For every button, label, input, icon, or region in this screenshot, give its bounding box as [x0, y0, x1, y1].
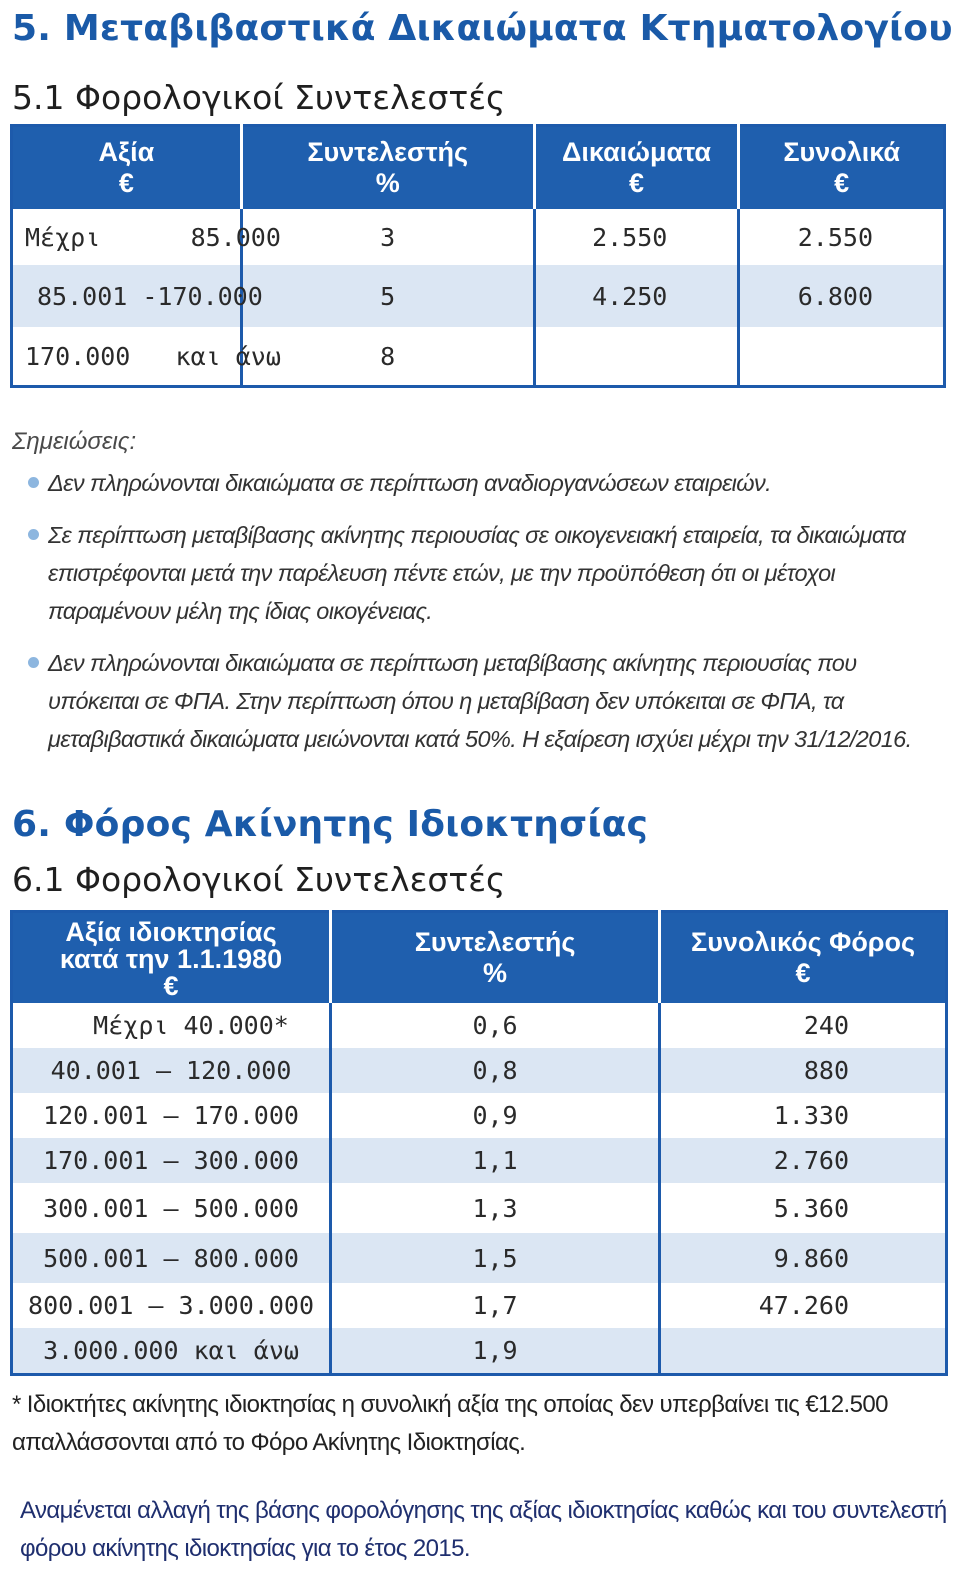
- header-value: Αξία €: [12, 126, 242, 210]
- cell-rate: 1,9: [331, 1328, 660, 1375]
- cell-rate: 1,1: [331, 1138, 660, 1183]
- table-row: [12, 327, 945, 387]
- cell-fees: 2.550: [534, 209, 739, 265]
- table-row: [12, 1283, 947, 1328]
- header-property-value: Αξία ιδιοκτησίας κατά την 1.1.1980 €: [12, 912, 331, 1004]
- notes-list: [28, 464, 948, 772]
- note-text: Σε περίπτωση μεταβίβασης ακίνητης περιουσίας σε οικογενειακή εταιρεία, τα δικαιώματα επιστρέφονται μετά την παρέλευση πέντε ετών, με την προϋπόθεση ότι οι μέτοχοι παραμένουν μέλη της ίδιας οικογένειας.: [48, 522, 906, 624]
- table-header-row: [12, 126, 945, 210]
- cell-total-tax: 47.260: [660, 1283, 947, 1328]
- cell-rate: 1,7: [331, 1283, 660, 1328]
- table-header-row: [12, 912, 947, 1004]
- note-text: Δεν πληρώνονται δικαιώματα σε περίπτωση μεταβίβασης ακίνητης περιουσίας που υπόκειται σε ΦΠΑ. Στην περίπτωση όπου η μεταβίβαση δεν υπόκειται σε ΦΠΑ, τα μεταβιβαστικά δικαιώματα μειώνονται κατά 50%. Η εξαίρεση ισχύει μέχρι την 31/12/2016.: [48, 650, 912, 752]
- note-text: Δεν πληρώνονται δικαιώματα σε περίπτωση αναδιοργανώσεων εταιρειών.: [48, 470, 772, 496]
- header-rate: Συντελεστής %: [241, 126, 534, 210]
- cell-rate: 1,3: [331, 1183, 660, 1233]
- note-item: [28, 464, 948, 502]
- cell-property-value: 500.001 – 800.000: [12, 1233, 331, 1283]
- cell-property-value: Μέχρι 40.000*: [93, 1011, 289, 1040]
- section6-subtitle: 6.1 Φορολογικοί Συντελεστές: [12, 860, 506, 899]
- table-row: [12, 1138, 947, 1183]
- note-item: [28, 644, 948, 758]
- table-row: [12, 1048, 947, 1093]
- table-row: [12, 1093, 947, 1138]
- section5-title: 5. Μεταβιβαστικά Δικαιώματα Κτηματολογίου: [12, 8, 953, 49]
- cell-rate: 1,5: [331, 1233, 660, 1283]
- cell-fees: 4.250: [534, 265, 739, 327]
- cell-property-value: 120.001 – 170.000: [43, 1101, 299, 1130]
- cell-rate: 5: [241, 265, 534, 327]
- header-rate: Συντελεστής %: [331, 912, 660, 1004]
- cell-total: [739, 327, 945, 387]
- cell-property-value: 3.000.000 και άνω: [12, 1328, 331, 1375]
- transfer-fees-table: [10, 124, 946, 388]
- cell-rate: 0,6: [331, 1003, 660, 1048]
- cell-rate: 3: [241, 209, 534, 265]
- cell-total-tax: 2.760: [660, 1138, 947, 1183]
- cell-rate: 8: [241, 327, 534, 387]
- cell-total-tax: 240: [660, 1003, 947, 1048]
- cell-total-tax: 5.360: [660, 1183, 947, 1233]
- cell-total-tax: 9.860: [660, 1233, 947, 1283]
- cell-value: Μέχρι 85.000: [25, 222, 281, 252]
- header-total: Συνολικά €: [739, 126, 945, 210]
- header-total-tax: Συνολικός Φόρος €: [660, 912, 947, 1004]
- cell-total-tax: 1.330: [660, 1093, 947, 1138]
- cell-rate: 0,9: [331, 1093, 660, 1138]
- bullet-icon: [28, 529, 39, 540]
- cell-total-tax: [660, 1328, 947, 1375]
- cell-total: 6.800: [739, 265, 945, 327]
- section6-title: 6. Φόρος Ακίνητης Ιδιοκτησίας: [12, 804, 649, 845]
- cell-value: 85.001 -170.000: [12, 265, 242, 327]
- cell-fees: [534, 327, 739, 387]
- note-item: [28, 516, 948, 630]
- cell-property-value: 170.001 – 300.000: [12, 1138, 331, 1183]
- cell-total: 2.550: [739, 209, 945, 265]
- cell-total-tax: 880: [660, 1048, 947, 1093]
- table-row: [12, 1233, 947, 1283]
- cell-value: 170.000 και άνω: [25, 341, 281, 371]
- cell-property-value: 40.001 – 120.000: [12, 1048, 331, 1093]
- section5-subtitle: 5.1 Φορολογικοί Συντελεστές: [12, 78, 506, 117]
- cell-rate: 0,8: [331, 1048, 660, 1093]
- footnote: * Ιδιοκτήτες ακίνητης ιδιοκτησίας η συνολική αξία της οποίας δεν υπερβαίνει τις €12.500 απαλλάσσονται από το Φόρο Ακίνητης Ιδιοκτησίας.: [12, 1391, 888, 1456]
- bullet-icon: [28, 657, 39, 668]
- final-note: Αναμένεται αλλαγή της βάσης φορολόγησης της αξίας ιδιοκτησίας καθώς και του συντελεστή φόρου ακίνητης ιδιοκτησίας για το έτος 2015.: [20, 1497, 947, 1562]
- table-row: [12, 209, 945, 265]
- header-fees: Δικαιώματα €: [534, 126, 739, 210]
- table-row: [12, 1328, 947, 1375]
- table-row: [12, 1003, 947, 1048]
- table-row: [12, 265, 945, 327]
- notes-title: Σημειώσεις:: [12, 428, 137, 455]
- property-tax-table: [10, 910, 948, 1376]
- bullet-icon: [28, 477, 39, 488]
- table-row: [12, 1183, 947, 1233]
- cell-property-value: 300.001 – 500.000: [43, 1193, 299, 1223]
- cell-property-value: 800.001 – 3.000.000: [28, 1291, 314, 1320]
